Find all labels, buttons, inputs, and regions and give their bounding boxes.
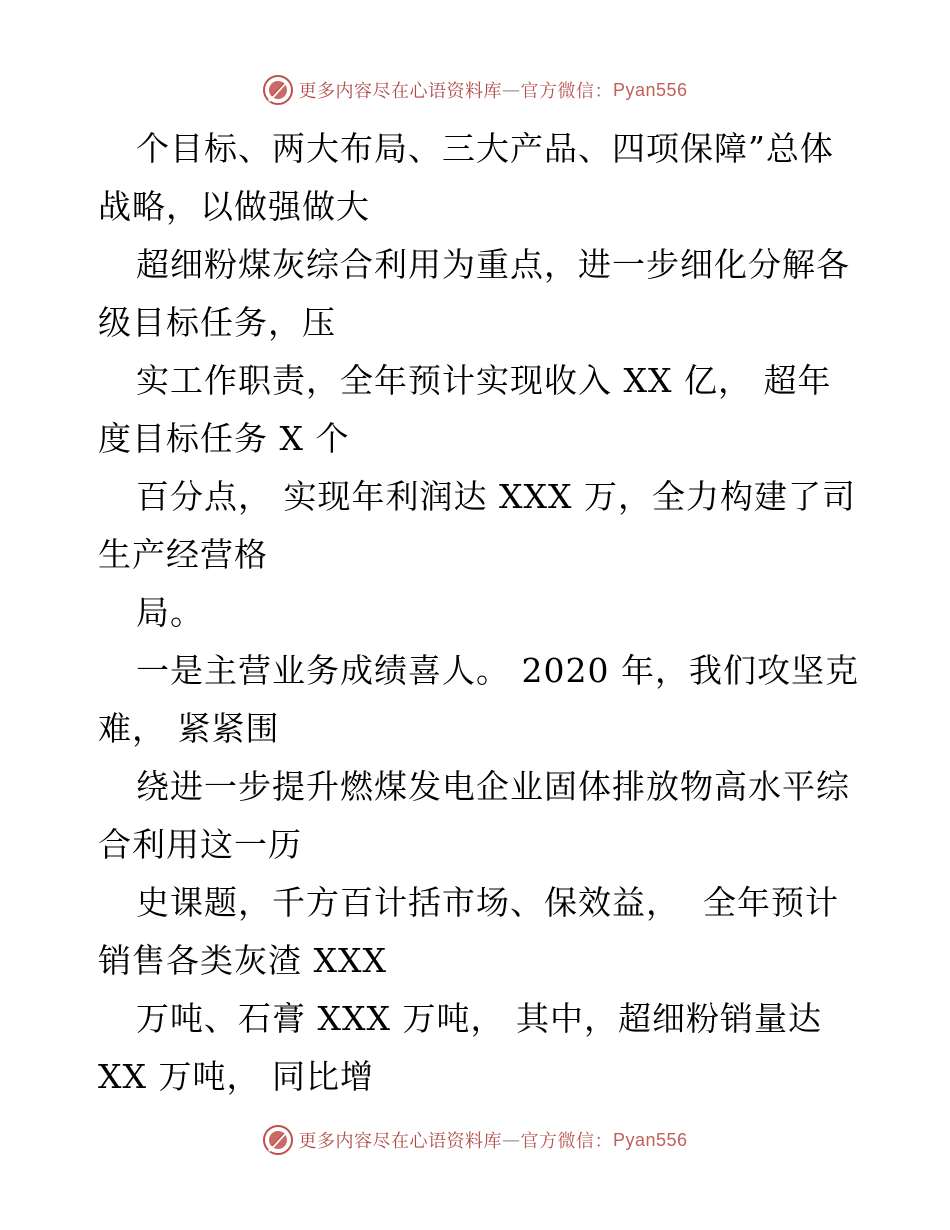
body-line: 史课题，千方百计括市场、保效益， 全年预计 (136, 883, 839, 922)
banner-brand-text: 更多内容尽在心语资料库 (298, 81, 502, 102)
body-line: 生产经营格 (98, 535, 268, 574)
body-line: 度目标任务 X 个 (98, 419, 350, 458)
body-line: 绕进一步提升燃煤发电企业固体排放物高水平综 (136, 767, 850, 806)
banner-wechat-label: 官方微信： (520, 81, 613, 102)
body-line: 局。 (136, 593, 204, 632)
quill-logo-icon (262, 1124, 294, 1156)
body-line: 级目标任务，压 (98, 303, 336, 342)
banner-separator: — (501, 1129, 521, 1151)
banner-separator: — (501, 79, 521, 101)
body-line: 难， 紧紧围 (98, 709, 280, 748)
body-line: 个目标、两大布局、三大产品、四项保障”总体 (136, 129, 834, 168)
body-line: XX 万吨， 同比增 (98, 1057, 374, 1096)
document-body (98, 120, 858, 1106)
quill-logo-icon (262, 74, 294, 106)
footer-watermark-banner (0, 1120, 950, 1160)
banner-wechat-id: Pyan556 (612, 79, 688, 100)
banner-wechat-id: Pyan556 (612, 1129, 688, 1150)
body-line: 一是主营业务成绩喜人。 2020 年，我们攻坚克 (136, 651, 859, 690)
body-line: 合利用这一历 (98, 825, 302, 864)
body-line: 百分点， 实现年利润达 XXX 万，全力构建了司 (136, 477, 856, 516)
body-line: 战略，以做强做大 (98, 187, 370, 226)
body-line: 超细粉煤灰综合利用为重点，进一步细化分解各 (136, 245, 850, 284)
body-line: 万吨、石膏 XXX 万吨， 其中，超细粉销量达 (136, 999, 822, 1038)
body-line: 实工作职责，全年预计实现收入 XX 亿， 超年 (136, 361, 832, 400)
body-line: 销售各类灰渣 XXX (98, 941, 387, 980)
banner-brand-text: 更多内容尽在心语资料库 (298, 1131, 502, 1152)
banner-wechat-label: 官方微信： (520, 1131, 613, 1152)
header-watermark-banner (0, 70, 950, 110)
